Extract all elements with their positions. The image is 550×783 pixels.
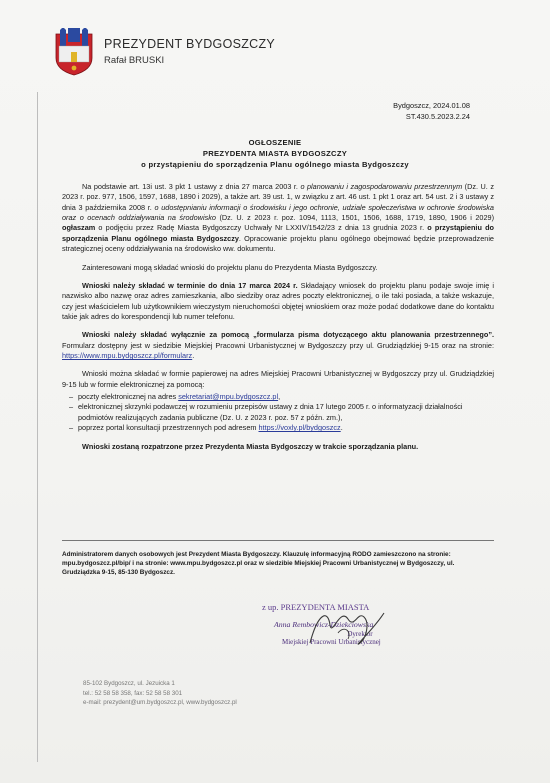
paragraph-form: Wnioski należy składać wyłącznie za pomocą „formularza pisma dotyczącego aktu planowania przestrzennego”. Formularz dostępny jest w siedzibie Miejskiej Pracowni Urbanistycznej w Bydgoszczy przy ul. Grudziądzkiej 9-15 oraz na stronie: https://www.mpu.bydgoszcz.pl/formularz. (62, 330, 494, 361)
place-date-block (393, 100, 470, 122)
title-line-3: o przystąpieniu do sporządzenia Planu ogólnego miasta Bydgoszczy (141, 160, 409, 169)
handwritten-signature-icon (300, 603, 392, 651)
signature-on-behalf: z up. PREZYDENTA MIASTA (262, 602, 370, 612)
email-link[interactable]: sekretariat@mpu.bydgoszcz.pl (178, 392, 279, 402)
title-line-2: PREZYDENTA MIASTA BYDGOSZCZY (202, 149, 348, 158)
footer-email-web: e-mail: prezydent@um.bydgoszcz.pl, www.bydgoszcz.pl (83, 699, 237, 707)
paragraph-deadline: Wnioski należy składać w terminie do dnia 17 marca 2024 r. Składający wniosek do projektu planu podaje swoje imię i nazwisko albo nazwę oraz adres zamieszkania, albo siedziby oraz adres poczty elektronicznej, o ile taki posiada, a także wskazuje, czy jest właścicielem lub użytkownikiem wieczystym nieruchomości objętej wnioskiem oraz może podać dodatkowe dane do kontaktu takie jak adres do korespondencji lub numer telefonu. (62, 280, 494, 321)
signatory-name: Anna Rembowicz-Dziekciowska (274, 620, 374, 629)
paragraph-submission-methods: Wnioski można składać w formie papierowej na adres Miejskiej Pracowni Urbanistycznej w Bydgoszczy przy ul. Grudziądzkiej 9-15 lub w formie elektronicznej za pomocą: (62, 369, 494, 389)
reference-number: ST.430.5.2023.2.24 (405, 112, 470, 122)
gdpr-notice: Administratorem danych osobowych jest Prezydent Miasta Bydgoszczy. Klauzulę informacyjną RODO zamieszczono na stronie: mpu.bydgoszcz.pl/bip/ i na stronie: www.mpu.bydgoszcz.pl oraz w siedzibie Miejskiej Pracowni Urbanistycznej w Bydgoszczy, ul. Grudziądzka 9-15, 85-130 Bydgoszcz. (62, 551, 455, 577)
org-name: PREZYDENT BYDGOSZCZY (104, 36, 276, 51)
list-item-epuap: – elektronicznej skrzynki podawczej w rozumieniu przepisów ustawy z dnia 17 lutego 2005 r. o informatyzacji działalności podmiotów realizujących zadania publiczne (Dz. U. z 2023 r. poz. 57 z późn. zm.), (78, 402, 494, 423)
announcement-title (60, 137, 490, 170)
paragraph-legal-basis: Na podstawie art. 13i ust. 3 pkt 1 ustawy z dnia 27 marca 2003 r. o planowaniu i zagospodarowaniu przestrzennym (Dz. U. z 2023 r. poz. 977, 1506, 1597, 1688, 1890 i 2029), a także art. 39 ust. 1, w związku z art. 46 ust. 1 pkt 1 oraz art. 54 ust. 2 i 3 ustawy z dnia 3 października 2008 r. o udostępnianiu informacji o środowisku i jego ochronie, udziale społeczeństwa w ochronie środowiska oraz o ocenach oddziaływania na środowisko (Dz. U. z 2023 r. poz. 1094, 1113, 1501, 1506, 1688, 1719, 1890, 1906 i 2029) ogłaszam o podjęciu przez Radę Miasta Bydgoszczy Uchwały Nr LXXIV/1542/23 z dnia 13 grudnia 2023 r. o przystąpieniu do sporządzenia Planu ogólnego miasta Bydgoszczy. Opracowanie projektu planu ogólnego obejmować będzie przeprowadzenie strategicznej oceny oddziaływania na środowisko ww. dokumentu. (62, 182, 495, 254)
paragraph-closing: Wnioski zostaną rozpatrzone przez Prezydenta Miasta Bydgoszczy w trakcie sporządzania planu. (82, 441, 419, 451)
footer-phone: tel.: 52 58 58 358, fax: 52 58 58 301 (83, 689, 183, 697)
title-line-1: OGŁOSZENIE (248, 138, 302, 147)
letterhead (54, 28, 275, 76)
submission-methods-list (62, 392, 494, 433)
paragraph-invitation: Zainteresowani mogą składać wnioski do projektu planu do Prezydenta Miasta Bydgoszczy. (82, 262, 378, 272)
form-link[interactable]: https://www.mpu.bydgoszcz.pl/formularz (62, 351, 193, 361)
footer-address: 85-102 Bydgoszcz, ul. Jezuicka 1 (83, 680, 175, 687)
portal-link[interactable]: https://voxly.pl/bydgoszcz (258, 423, 341, 433)
bydgoszcz-coat-of-arms-icon (54, 28, 94, 76)
footer-contact (83, 679, 237, 708)
mayor-name: Rafał BRUSKI (104, 55, 165, 67)
signatory-role: Dyrektor (347, 630, 373, 638)
list-item-portal: – poprzez portal konsultacji przestrzennych pod adresem https://voxly.pl/bydgoszcz. (78, 423, 494, 433)
signatory-institution: Miejskiej Pracowni Urbanistycznej (282, 638, 381, 646)
place-date: Bydgoszcz, 2024.01.08 (393, 101, 470, 110)
divider (62, 540, 494, 541)
announcement-body (62, 182, 494, 460)
list-item-email: – poczty elektronicznej na adres sekretariat@mpu.bydgoszcz.pl, (78, 392, 494, 402)
margin-line (37, 92, 38, 762)
